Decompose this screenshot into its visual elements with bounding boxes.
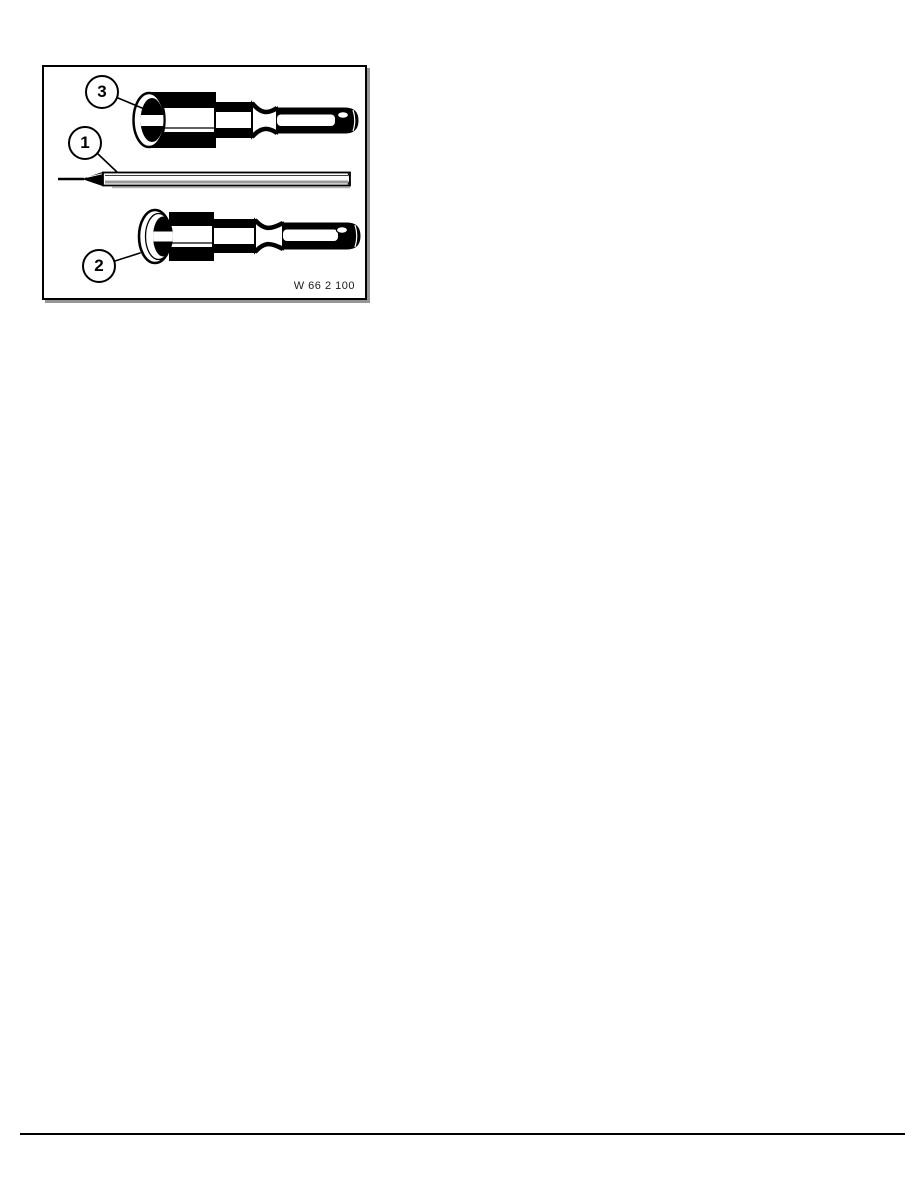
upper-handle-hole <box>338 112 349 119</box>
figure-caption: W 66 2 100 <box>293 280 355 292</box>
callout-badge-3: 3 <box>85 75 119 109</box>
upper-socket-tool <box>134 93 359 147</box>
footer-rule <box>20 1133 905 1135</box>
punch-shaft <box>103 173 350 186</box>
pin-punch-tool <box>58 173 350 188</box>
leader-line-2 <box>115 253 140 261</box>
lower-handle-hole <box>337 227 348 234</box>
callout-badge-1: 1 <box>68 126 102 160</box>
lower-socket-tool <box>139 210 360 263</box>
figure-frame <box>42 65 367 300</box>
callout-badge-2: 2 <box>82 249 116 283</box>
leader-line-1 <box>98 154 117 172</box>
